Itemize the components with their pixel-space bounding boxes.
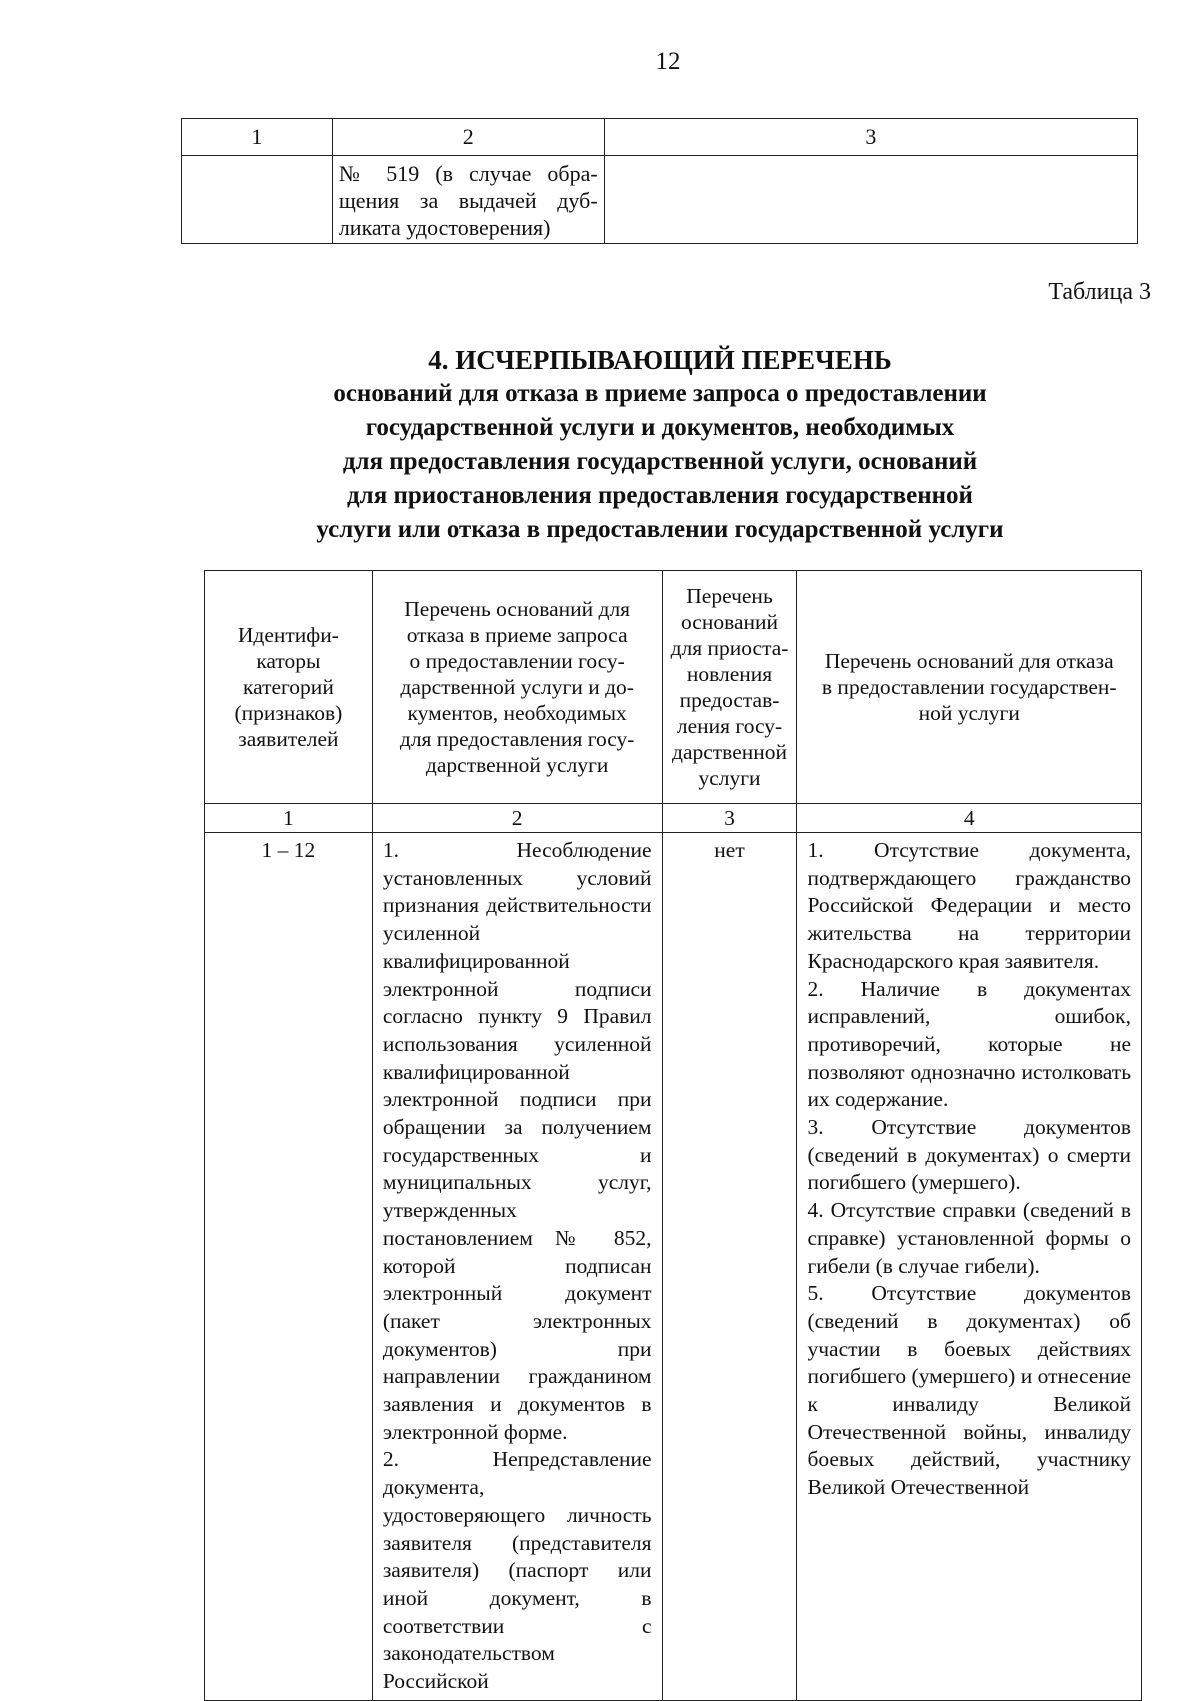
suspension-cell: нет (662, 833, 797, 1701)
table-header-row (182, 119, 1138, 156)
list-item: 2. Наличие в документах исправлений, ошибок, противоречий, которые не позволяют однозначно истолковать их содержание. (807, 976, 1131, 1112)
table-label: Таблица 3 (1048, 279, 1151, 305)
header-line: ления госу- (676, 714, 783, 738)
table-row (205, 833, 1142, 1701)
section-subtitle-line: государственной услуги и документов, необходимых (365, 414, 955, 441)
continuation-table (181, 118, 1138, 244)
refusal-service-cell (797, 833, 1142, 1701)
table-header-row (205, 571, 1142, 804)
list-item: 3. Отсутствие документов (сведений в документах) о смерти погибшего (умершего). (807, 1115, 1131, 1195)
header-line: предостав- (679, 688, 780, 712)
cell-line: щения за выдачей дуб- (338, 188, 598, 213)
header-line: Идентифи- (237, 623, 339, 647)
table-row (182, 156, 1138, 244)
header-line: ной услуги (918, 701, 1020, 725)
header-line: дарственной услуги (425, 753, 609, 777)
header-line: дарственной услуги и до- (400, 675, 634, 699)
col-number: 2 (372, 804, 662, 833)
header-line: для приоста- (670, 636, 789, 660)
list-item: 1. Несоблюдение установленных условий признания действительности усиленной квалифицированной электронной подписи согласно пункту 9 Правил использования усиленной квалифицированной электронной подписи при обращении за получением государственных и муниципальных услуг, утвержденных постановлением № 852, которой подписан электронный документ (пакет электронных документов) при направлении гражданином заявления и документов в электронной форме. (382, 838, 652, 1444)
list-item: 5. Отсутствие документов (сведений в документах) об участии в боевых действиях погибшего (умершего) и отнесение к инвалиду Великой Отечественной войны, инвалиду боевых действий, участнику Великой Отечественной (807, 1281, 1131, 1500)
header-line: заявителей (238, 727, 339, 751)
header-line: отказа в приеме запроса (406, 623, 628, 647)
list-item: 2. Непредставление документа, удостоверяющего личность заявителя (представителя заявителя) (паспорт или иной документ, в соответствии с законодательством Российской (382, 1447, 652, 1694)
section-subtitle-line: для предоставления государственной услуги, оснований (342, 448, 978, 475)
header-line: оснований (681, 610, 779, 634)
header-line: услуги (698, 766, 761, 790)
grounds-table (204, 570, 1142, 1701)
header-line: новления (686, 662, 773, 686)
section-subtitle-line: услуги или отказа в предоставлении государственной услуги (316, 516, 1004, 543)
col-number: 1 (182, 119, 333, 156)
header-line: дарственной (672, 740, 788, 764)
list-item: 1. Отсутствие документа, подтверждающего гражданство Российской Федерации и место жительства на территории Краснодарского края заявителя. (807, 838, 1131, 973)
header-line: о предоставлении госу- (409, 649, 625, 673)
column-number-row (205, 804, 1142, 833)
section-subtitle-line: оснований для отказа в приеме запроса о предоставлении (333, 380, 987, 407)
section-title: 4. ИСЧЕРПЫВАЮЩИЙ ПЕРЕЧЕНЬ (428, 345, 892, 375)
header-line: кументов, необходимых (407, 701, 627, 725)
header-suspension (662, 571, 797, 804)
col-number: 3 (604, 119, 1137, 156)
section-subtitle-line: для приостановления предоставления государственной (347, 482, 973, 509)
identifiers-cell: 1 – 12 (205, 833, 373, 1701)
header-line: в предоставлении государствен- (821, 675, 1117, 699)
col-number: 2 (332, 119, 604, 156)
col-number: 3 (662, 804, 797, 833)
list-item: 4. Отсутствие справки (сведений в справке) установленной формы о гибели (в случае гибели). (807, 1198, 1131, 1278)
header-line: Перечень (686, 584, 773, 608)
refusal-reception-cell (372, 833, 662, 1701)
header-line: каторы (256, 649, 321, 673)
header-line: для предоставления госу- (399, 727, 635, 751)
page-number: 12 (655, 48, 681, 75)
cell-line: № 519 (в случае обра- (338, 161, 598, 186)
table-cell (604, 156, 1137, 244)
header-refusal-reception (372, 571, 662, 804)
header-line: категорий (242, 675, 334, 699)
header-line: Перечень оснований для (404, 597, 631, 621)
header-line: Перечень оснований для отказа (824, 649, 1114, 673)
header-identifiers (205, 571, 373, 804)
table-cell (332, 156, 604, 244)
section-heading (180, 344, 1140, 546)
header-refusal-service (797, 571, 1142, 804)
col-number: 1 (205, 804, 373, 833)
header-line: (признаков) (234, 701, 343, 725)
cell-line: ликата удостоверения) (338, 215, 551, 240)
col-number: 4 (797, 804, 1142, 833)
table-cell (182, 156, 333, 244)
